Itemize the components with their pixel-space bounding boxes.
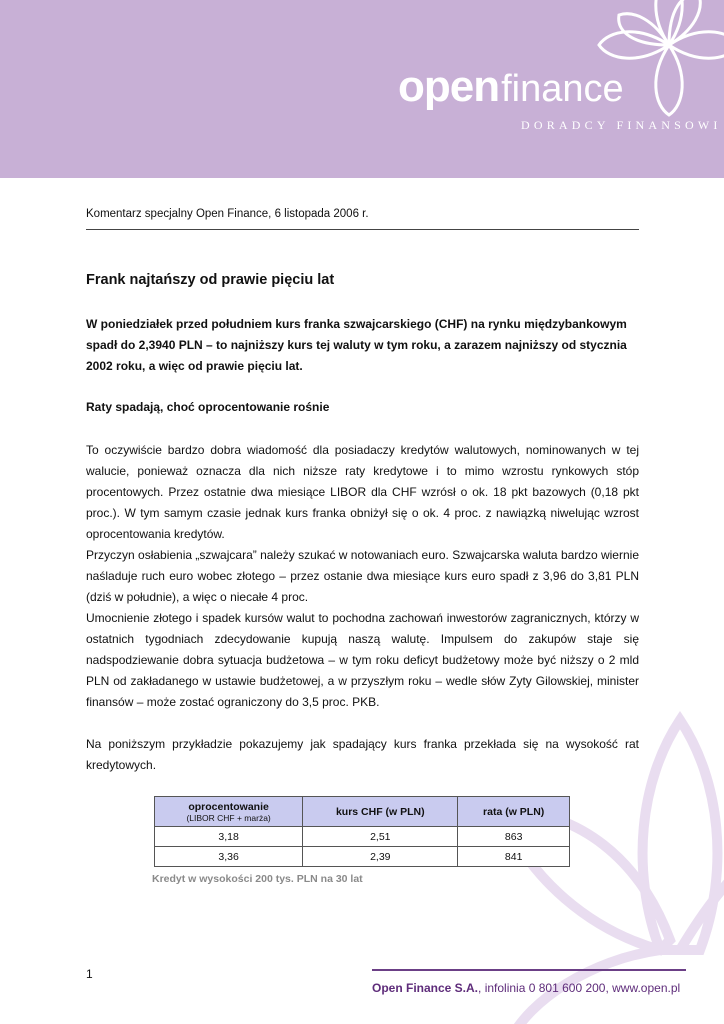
paragraph: Umocnienie złotego i spadek kursów walut to pochodna zachowań inwestorów zagranicznych, którzy w ostatnich tygodniach zdecydowanie kupują naszą walutę. Impulsem do zakupów staje się nadspodziewanie dobra sytuacja budżetowa – w tym roku deficyt budżetowy może być niższy o 2 mld PLN od zakładanego w ustawie budżetowej, a w przyszłym roku – wedle słów Zyty Gilowskiej, minister finansów – może zostać ograniczony do 3,5 proc. PKB. bbox=[86, 611, 639, 709]
divider bbox=[86, 229, 639, 230]
table-cell: 3,36 bbox=[155, 847, 303, 867]
footer bbox=[372, 981, 680, 995]
table-row bbox=[155, 827, 570, 847]
table-cell: 2,51 bbox=[303, 827, 458, 847]
table-caption: Kredyt w wysokości 200 tys. PLN na 30 lat bbox=[152, 873, 363, 885]
section-heading: Raty spadają, choć oprocentowanie rośnie bbox=[86, 400, 330, 414]
column-header-chf: kurs CHF (w PLN) bbox=[303, 797, 458, 827]
paragraph: Przyczyn osłabienia „szwajcara” należy szukać w notowaniach euro. Szwajcarska waluta bardzo wiernie naśladuje ruch euro wobec złotego – przez ostanie dwa miesiące kurs euro spadł z 3,96 do 3,81 PLN (dziś w południe), a więc o niecałe 4 proc. bbox=[86, 548, 639, 604]
footer-company: Open Finance S.A. bbox=[372, 981, 479, 995]
table-header-row bbox=[155, 797, 570, 827]
page-title: Frank najtańszy od prawie pięciu lat bbox=[86, 272, 335, 288]
lead-paragraph: W poniedziałek przed południem kurs franka szwajcarskiego (CHF) na rynku międzybankowym spadł do 2,3940 PLN – to najniższy kurs tej waluty w tym roku, a zarazem najniższy od stycznia 2002 roku, a więc od prawie pięciu lat. bbox=[86, 317, 627, 373]
column-header-rate: oprocentowanie (LIBOR CHF + marża) bbox=[155, 797, 303, 827]
document-meta: Komentarz specjalny Open Finance, 6 listopada 2006 r. bbox=[86, 208, 369, 220]
column-header-installment: rata (w PLN) bbox=[458, 797, 570, 827]
footer-divider bbox=[372, 969, 686, 971]
table-cell: 2,39 bbox=[303, 847, 458, 867]
table-cell: 3,18 bbox=[155, 827, 303, 847]
logo-tagline: DORADCY FINANSOWI bbox=[521, 118, 722, 132]
footer-contact: , infolinia 0 801 600 200, www.open.pl bbox=[478, 981, 681, 995]
example-intro: Na poniższym przykładzie pokazujemy jak spadający kurs franka przekłada się na wysokość rat kredytowych. bbox=[86, 737, 639, 772]
body-text bbox=[86, 440, 639, 713]
header-banner bbox=[0, 0, 724, 178]
open-finance-logo: openfinance bbox=[398, 62, 624, 111]
rates-table bbox=[154, 796, 570, 867]
paragraph: To oczywiście bardzo dobra wiadomość dla posiadaczy kredytów walutowych, nominowanych w tej walucie, ponieważ oznacza dla nich niższe raty kredytowe i to mimo wzrostu rynkowych stóp procentowych. Przez ostatnie dwa miesiące LIBOR dla CHF wzrósł o ok. 18 pkt bazowych (0,18 pkt proc.). W tym samym czasie jednak kurs franka obniżył się o ok. 4 proc. z nawiązką niwelując wzrost oprocentowania kredytów. bbox=[86, 443, 639, 541]
page-number: 1 bbox=[86, 967, 93, 981]
table-row bbox=[155, 847, 570, 867]
table-cell: 841 bbox=[458, 847, 570, 867]
table-cell: 863 bbox=[458, 827, 570, 847]
